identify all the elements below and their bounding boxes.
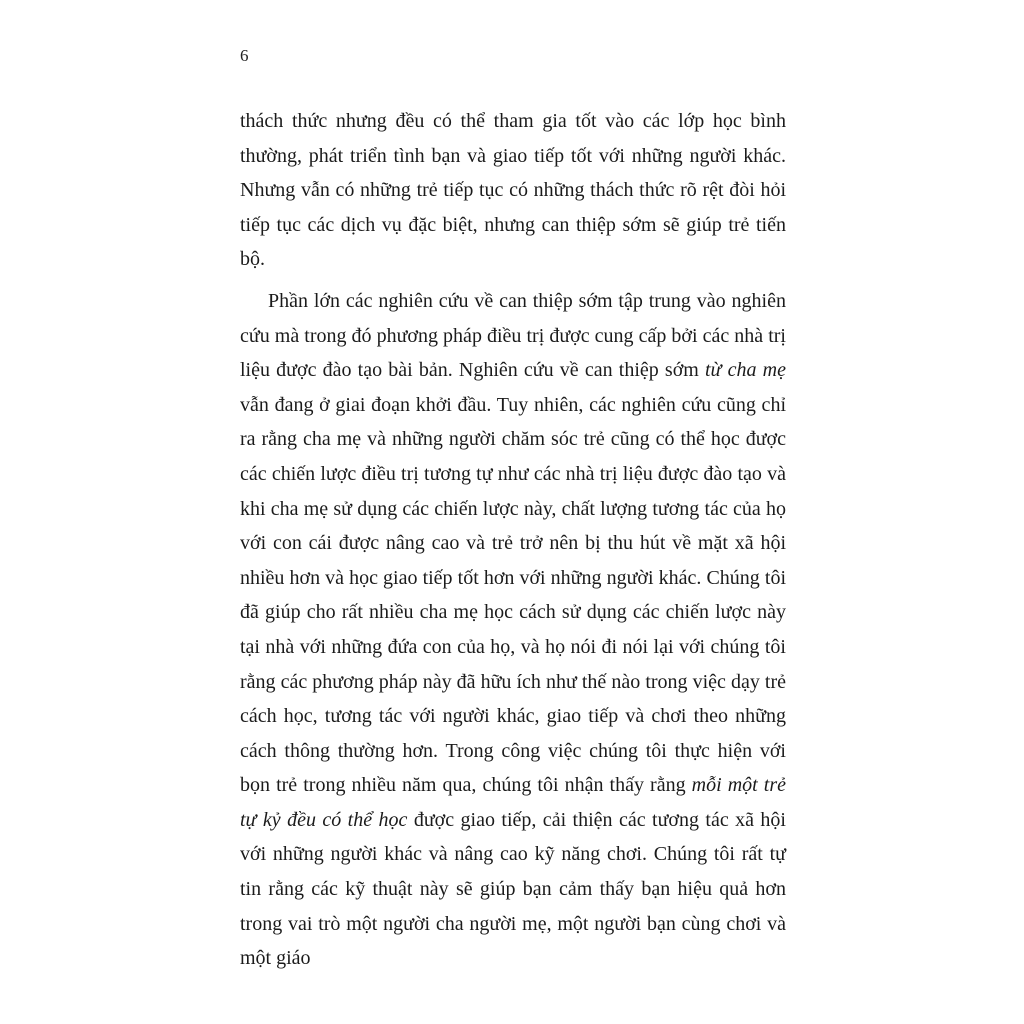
text-segment: vẫn đang ở giai đoạn khởi đầu. Tuy nhiên, các nghiên cứu cũng chỉ ra rằng cha mẹ và những người chăm sóc trẻ cũng có thể học được các chiến lược điều trị tương tự như các nhà trị liệu được đào tạo và khi cha mẹ sử dụng các chiến lược này, chất lượng tương tác của họ với con cái được nâng cao và trẻ trở nên bị thu hút về mặt xã hội nhiều hơn và học giao tiếp tốt hơn với những người khác. Chúng tôi đã giúp cho rất nhiều cha mẹ học cách sử dụng các chiến lược này tại nhà với những đứa con của họ, và họ nói đi nói lại với chúng tôi rằng các phương pháp này đã hữu ích như thế nào trong việc dạy trẻ cách học, tương tác với người khác, giao tiếp và chơi theo những cách thông thường hơn. Trong công việc chúng tôi thực hiện với bọn trẻ trong nhiều năm qua, chúng tôi nhận thấy rằng [240, 393, 786, 797]
text-segment: thách thức nhưng đều có thể tham gia tốt vào các lớp học bình thường, phát triển tình bạn và giao tiếp tốt với những người khác. Nhưng vẫn có những trẻ tiếp tục có những thách thức rõ rệt đòi hỏi tiếp tục các dịch vụ đặc biệt, nhưng can thiệp sớm sẽ giúp trẻ tiến bộ. [240, 110, 786, 271]
paragraph [240, 284, 786, 976]
text-segment: được giao tiếp, cải thiện các tương tác xã hội với những người khác và nâng cao kỹ năng chơi. Chúng tôi rất tự tin rằng các kỹ thuật này sẽ giúp bạn cảm thấy bạn hiệu quả hơn trong vai trò một người cha người mẹ, một người bạn cùng chơi và một giáo [240, 808, 786, 970]
italic-text-segment: từ cha mẹ [705, 359, 786, 382]
paragraph [240, 104, 786, 277]
italic-text-segment: mỗi một trẻ tự kỷ đều có thể học [240, 774, 786, 831]
text-segment: Phần lớn các nghiên cứu về can thiệp sớm tập trung vào nghiên cứu mà trong đó phương pháp điều trị được cung cấp bởi các nhà trị liệu được đào tạo bài bản. Nghiên cứu về can thiệp sớm [240, 289, 786, 382]
body-text [240, 104, 786, 983]
page-number: 6 [240, 46, 249, 65]
